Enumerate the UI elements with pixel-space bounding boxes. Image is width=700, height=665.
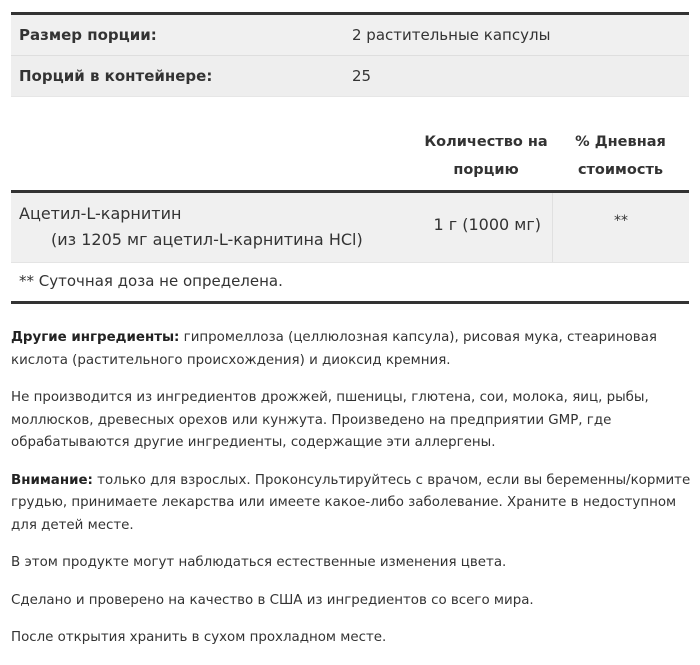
serving-info-table: [11, 12, 689, 97]
nutrient-name-cell: [19, 201, 363, 253]
daily-value-header: [552, 128, 689, 184]
other-ingredients-text: гипромеллоза (целлюлозная капсула), рисовая мука, стеариновая кислота (растительного происхождения) и диоксид кремния.: [11, 330, 657, 368]
serving-size-label: Размер порции:: [11, 14, 344, 56]
product-notes: [11, 327, 691, 665]
nutrition-table: [11, 120, 689, 304]
storage-paragraph: После открытия хранить в сухом прохладном месте.: [11, 630, 387, 645]
amount-header-line-1: Количество на: [424, 134, 548, 150]
amount-header-line-2: порцию: [453, 162, 519, 178]
nutrient-source: (из 1205 мг ацетил-L-карнитина HCl): [51, 230, 363, 249]
nutrition-table-header: [11, 120, 689, 193]
nutrient-amount: 1 г (1000 мг): [433, 215, 541, 234]
table-row-servings-per-container: [11, 56, 689, 97]
servings-per-container-label: Порций в контейнере:: [11, 56, 344, 97]
table-row: [11, 193, 689, 263]
dv-header-line-1: % Дневная: [575, 134, 666, 150]
nutrient-name: Ацетил-L-карнитин: [19, 204, 182, 223]
table-row-serving-size: [11, 14, 689, 56]
warning-text: только для взрослых. Проконсультируйтесь с врачом, если вы беременны/кормите грудью, принимаете лекарства или имеете какое-либо заболевание. Храните в недоступном для детей месте.: [11, 472, 691, 533]
color-variation-paragraph: В этом продукте могут наблюдаться естественные изменения цвета.: [11, 555, 507, 570]
made-in-paragraph: Сделано и проверено на качество в США из ингредиентов со всего мира.: [11, 592, 534, 608]
servings-per-container-value: 25: [344, 56, 689, 97]
dv-header-line-2: стоимость: [577, 162, 664, 178]
amount-per-serving-header: [411, 128, 561, 184]
other-ingredients-paragraph: [11, 327, 691, 372]
nutrient-daily-value: **: [614, 213, 628, 229]
warning-paragraph: [11, 470, 691, 538]
warning-label: Внимание:: [11, 472, 93, 488]
daily-value-footnote: ** Суточная доза не определена.: [11, 263, 689, 304]
serving-size-value: 2 растительные капсулы: [344, 14, 689, 56]
allergen-paragraph: Не производится из ингредиентов дрожжей, пшеницы, глютена, сои, молока, яиц, рыбы, моллюсков, древесных орехов или кунжута. Произведено на предприятии GMP, где обрабатываются другие ингредиенты, содержащие эти аллергены.: [11, 390, 649, 450]
other-ingredients-label: Другие ингредиенты:: [11, 330, 180, 345]
